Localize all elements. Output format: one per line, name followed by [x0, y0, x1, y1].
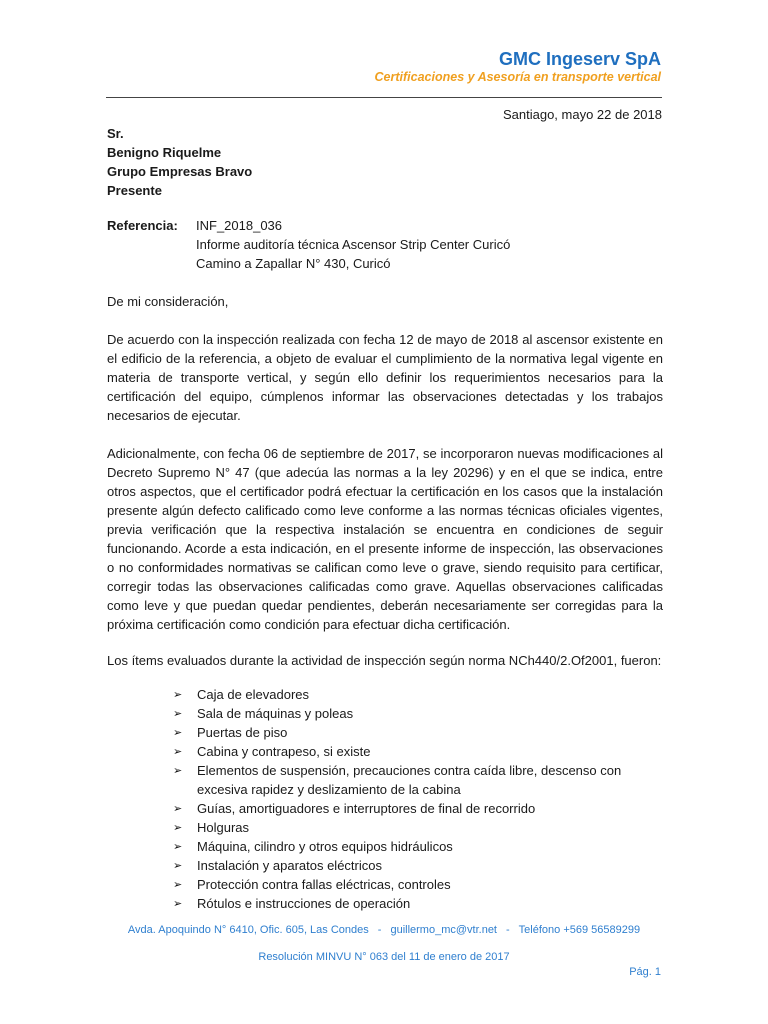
paragraph-decree: Adicionalmente, con fecha 06 de septiembre de 2017, se incorporaron nuevas modificaciones al Decreto Supremo N° 47 (que adecúa las normas a la ley 20296) y en el que se indica, entre otros aspectos, que el certificador podrá efectuar la certificación en los casos que la instalación presente algún defecto calificado como leve conforme a las normas técnicas oficiales vigentes, previa verificación que la respectiva instalación se encuentra en condiciones de seguir funcionando. Acorde a esta indicación, en el presente informe de inspección, las observaciones o no conformidades normativas se califican como leve o grave, siendo requisito para certificar, corregir todas las observaciones calificadas como grave. Aquellas observaciones calificadas como leve y que puedan quedar pendientes, deberán necesariamente ser corregidas para la próxima certificación como condición para efectuar dicha certificación. [107, 446, 663, 632]
arrowhead-bullet-icon: ➢ [173, 840, 183, 853]
reference-code: INF_2018_036 [196, 218, 283, 233]
footer-contact: Avda. Apoquindo N° 6410, Ofic. 605, Las Condes - guillermo_mc@vtr.net - Teléfono +569 56589299 [127, 924, 641, 936]
list-item: ➢ Caja de elevadores [173, 687, 310, 702]
addressee-title: Sr. [107, 126, 124, 141]
reference-lines [196, 216, 510, 273]
addressee-presente: Presente [107, 183, 162, 198]
list-item: ➢ Puertas de piso [173, 725, 288, 740]
arrowhead-bullet-icon: ➢ [173, 764, 183, 777]
footer-resolution: Resolución MINVU N° 063 del 11 de enero de 2017 [258, 951, 510, 963]
arrowhead-bullet-icon: ➢ [173, 688, 183, 701]
list-item: ➢ Instalación y aparatos eléctricos [173, 858, 382, 873]
arrowhead-bullet-icon: ➢ [173, 726, 183, 739]
evaluated-items-list [173, 685, 665, 913]
arrowhead-bullet-icon: ➢ [173, 707, 183, 720]
letter-date: Santiago, mayo 22 de 2018 [502, 107, 662, 122]
list-item: ➢ Holguras [173, 820, 250, 835]
company-name: GMC Ingeserv SpA [498, 49, 661, 69]
arrowhead-bullet-icon: ➢ [173, 859, 183, 872]
header-divider [106, 97, 662, 98]
items-intro: Los ítems evaluados durante la actividad de inspección según norma NCh440/2.Of2001, fueron: [107, 653, 662, 668]
addressee-company: Grupo Empresas Bravo [107, 164, 253, 179]
company-tagline: Certificaciones y Asesoría en transporte vertical [374, 70, 661, 84]
footer-email: guillermo_mc@vtr.net [390, 924, 497, 936]
reference-address: Camino a Zapallar N° 430, Curicó [196, 256, 391, 271]
list-item: ➢ Cabina y contrapeso, si existe [173, 744, 371, 759]
addressee-name: Benigno Riquelme [107, 145, 222, 160]
arrowhead-bullet-icon: ➢ [173, 897, 183, 910]
list-item: ➢ Guías, amortiguadores e interruptores de final de recorrido [173, 801, 536, 816]
page-number: Pág. 1 [629, 966, 661, 978]
reference-subject: Informe auditoría técnica Ascensor Strip Center Curicó [196, 237, 511, 252]
arrowhead-bullet-icon: ➢ [173, 878, 183, 891]
greeting: De mi consideración, [107, 294, 229, 309]
list-item: ➢ Sala de máquinas y poleas [173, 706, 354, 721]
arrowhead-bullet-icon: ➢ [173, 802, 183, 815]
list-item: ➢ Elementos de suspensión, precauciones contra caída libre, descenso con excesiva rapidez y deslizamiento de la cabina [173, 763, 622, 797]
arrowhead-bullet-icon: ➢ [173, 745, 183, 758]
footer-address: Avda. Apoquindo N° 6410, Ofic. 605, Las Condes [127, 924, 369, 936]
list-item: ➢ Protección contra fallas eléctricas, controles [173, 877, 451, 892]
footer-phone: Teléfono +569 56589299 [518, 924, 641, 936]
addressee-block [107, 124, 252, 200]
list-item: ➢ Máquina, cilindro y otros equipos hidráulicos [173, 839, 453, 854]
list-item: ➢ Rótulos e instrucciones de operación [173, 896, 411, 911]
paragraph-inspection: De acuerdo con la inspección realizada con fecha 12 de mayo de 2018 al ascensor existente en el edificio de la referencia, a objeto de evaluar el cumplimiento de la normativa legal vigente en materia de transporte vertical, y según ello definir los requerimientos necesarios para la certificación del equipo, cúmplenos informar las observaciones detectadas y los trabajos necesarios de ejecutar. [107, 332, 663, 423]
reference-label: Referencia: [107, 218, 178, 233]
arrowhead-bullet-icon: ➢ [173, 821, 183, 834]
